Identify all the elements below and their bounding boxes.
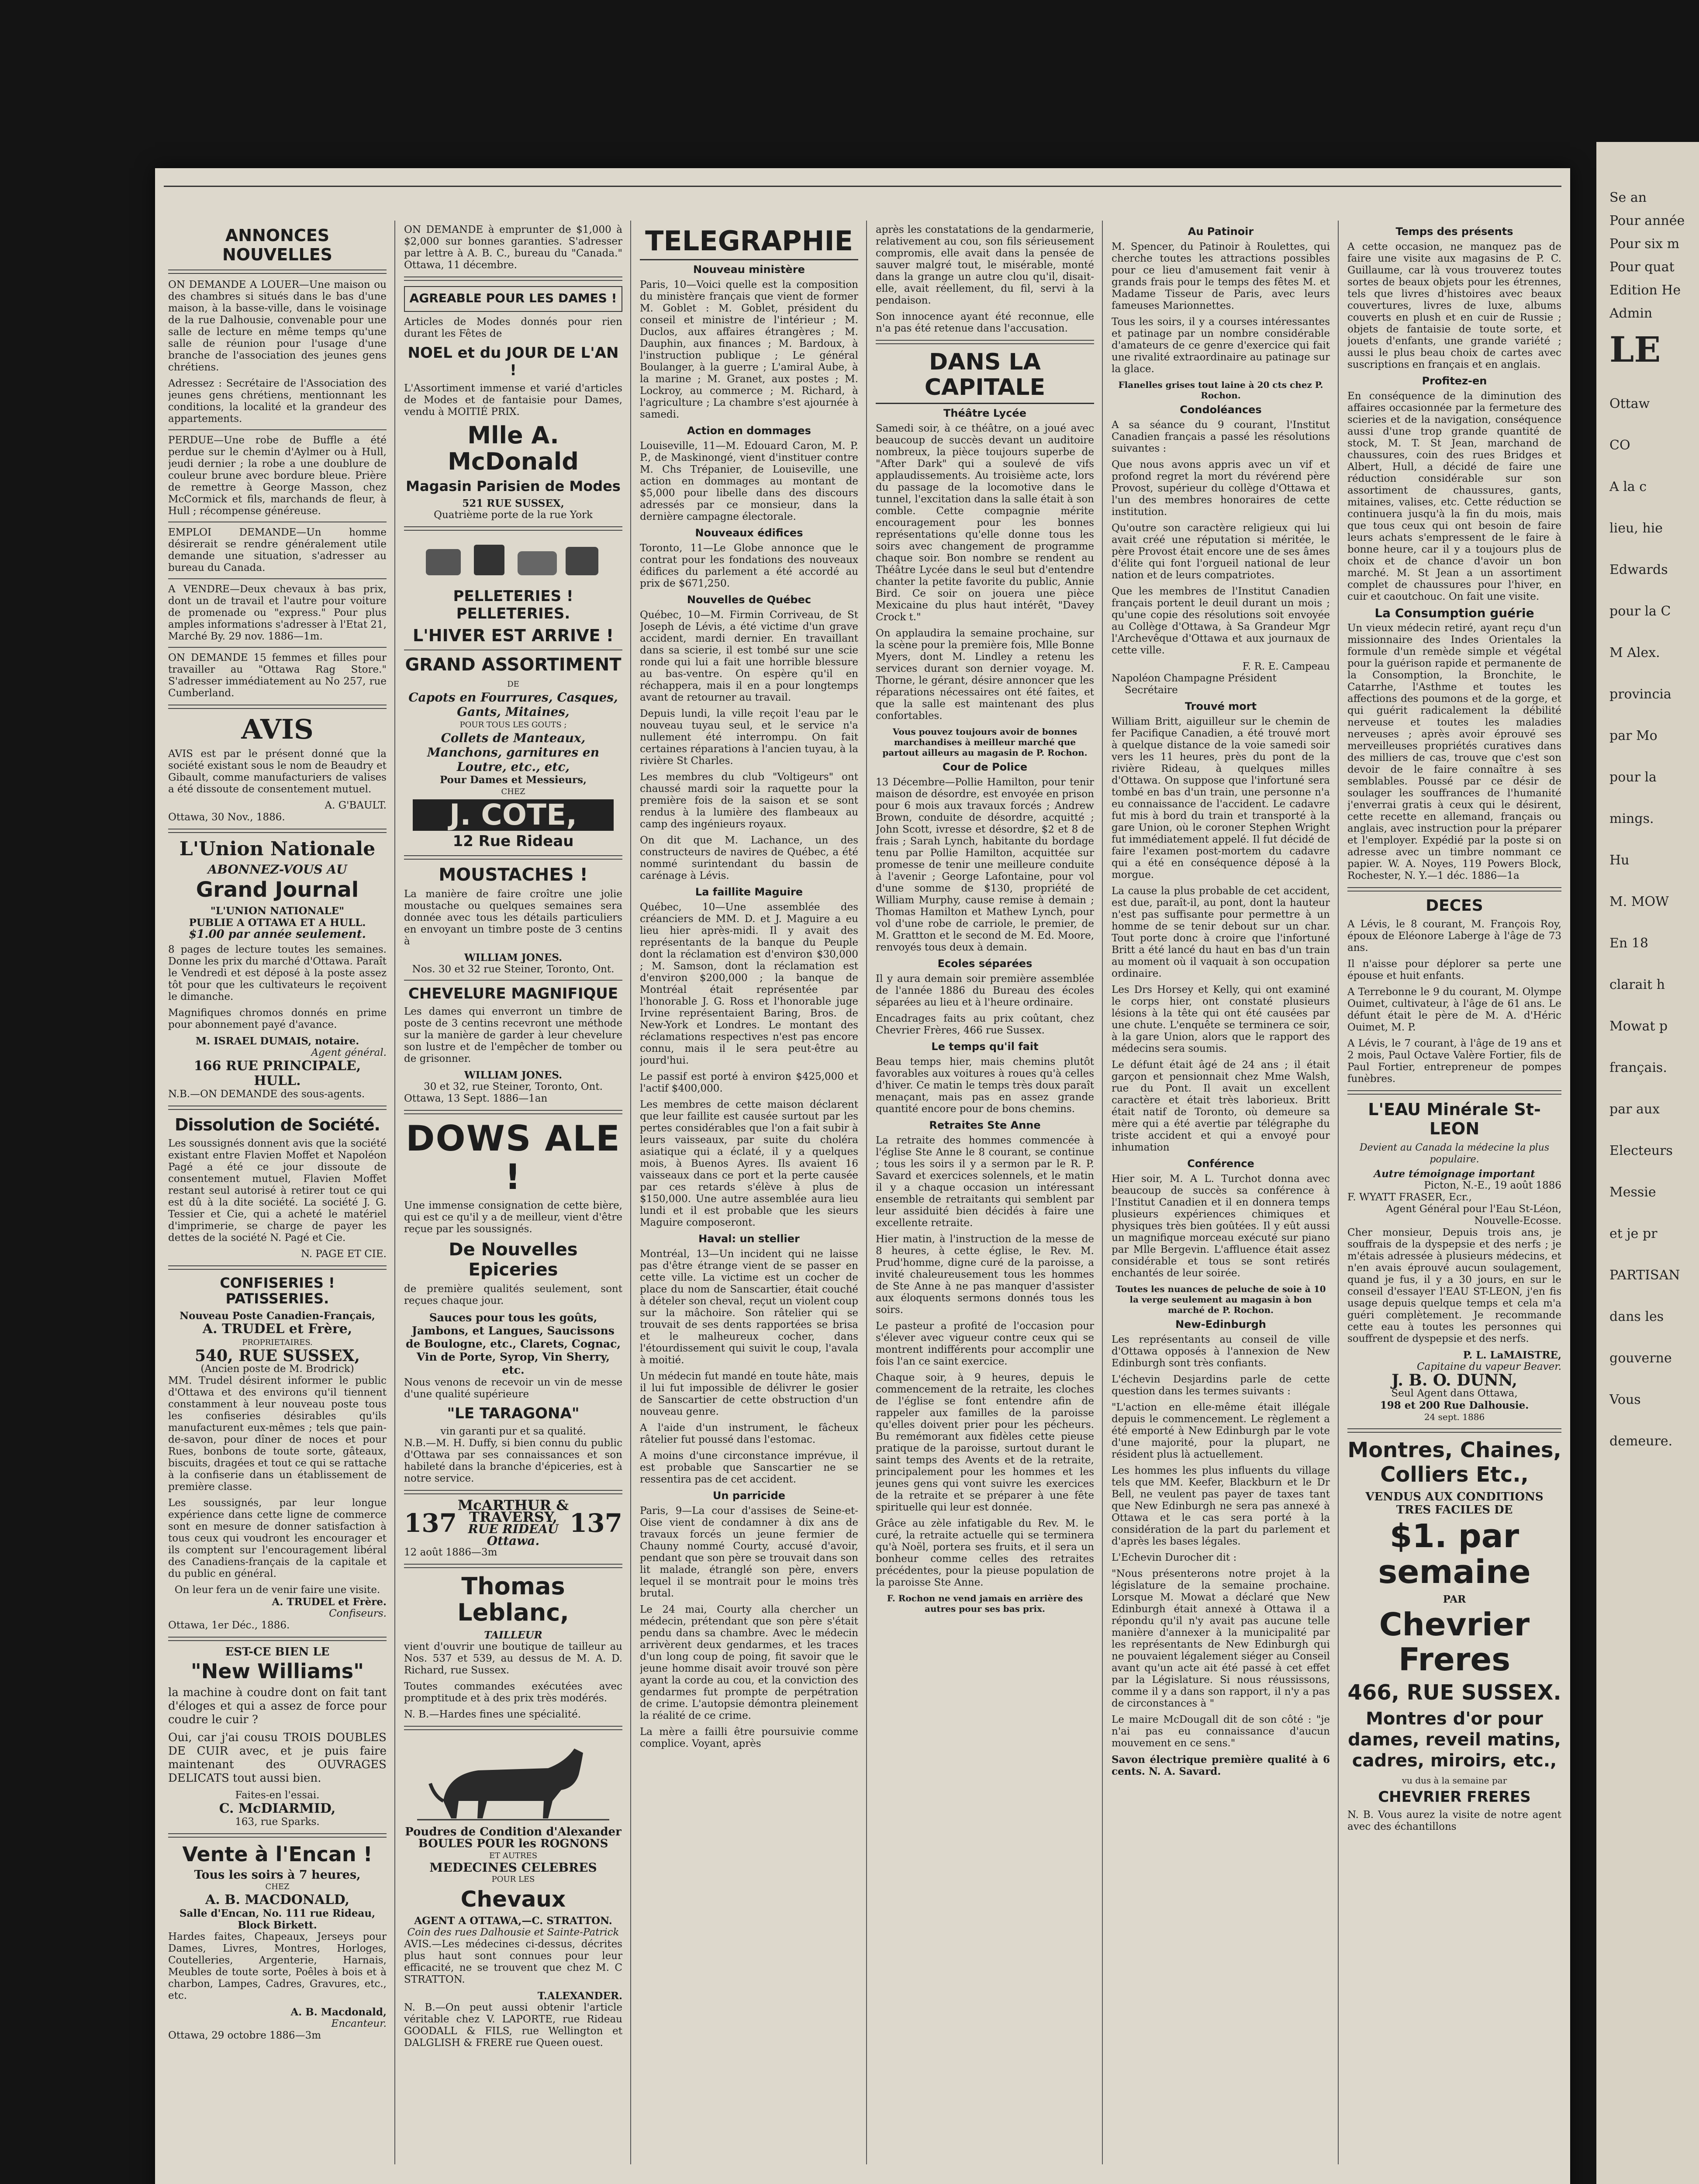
article: Chaque soir, à 9 heures, depuis le commencement de la retraite, les cloches de l'église se font entendre afin de rappeler aux familles de la paroisse qu'elles doivent prier pour les pécheurs. Bu remémorant aux fidèles cette pieuse pratique de la paroisse, surtout durant le saint temps des Avents et de la retraite, principalement pour les hommes et les jeunes gens qui vont suivre les exercices de la retraite et se préparer à une fête spirituelle qui leur est donnée. [876,1372,1094,1513]
confiseries-date: Ottawa, 1er Déc., 1886. [168,1620,290,1631]
leon-sub: Devient au Canada la médecine la plus populaire. [1359,1142,1550,1165]
section-heading: Retraites Ste Anne [929,1119,1041,1131]
leon-text: Cher monsieur, Depuis trois ans, je souffrais de la dyspepsie et des nerfs ; je m'étais adressée à plusieurs médecins, et n'en avais éprouvé aucun soulagement, quand je fus, il y a 30 jours, en sur le conseil d'essayer l'EAU ST-LEON, j'en fis usage depuis quelque temps et cela m'a guéri complètement. Je recommande cette eau à toutes les personnes qui souffrent de dyspepsie et des nerfs. [1347,1227,1561,1344]
annonce: ON DEMANDE A LOUER—Une maison ou des chambres si situés dans le bas d'une maison, à la basse-ville, dans le voisinage de la rue Dalhousie, convenable pour une salle de lecture en même temps qu'une salle de réunion pour l'usage d'une branche de l'association des jeunes gens chrétiens. [168,279,387,373]
article: Le pasteur a profité de l'occasion pour s'élever avec vigueur contre ceux qui se montrent indifférents pour accomplir une fois l'an ce saint exercice. [876,1320,1094,1367]
adjacent-fragment: CO [1609,438,1630,453]
emprunt-ad: ON DEMANDE à emprunter de $1,000 à $2,000 sur bonnes garanties. S'adresser par lettre à A. B. C., bureau du "Canada." Ottawa, 11 décembre. [404,224,622,271]
dunn-date: 24 sept. 1886 [1424,1412,1485,1422]
encan-address: Salle d'Encan, No. 111 rue Rideau, Block Birkett. [179,1908,376,1931]
confiseries-owner: A. TRUDEL et Frère, [202,1321,352,1337]
dames-ad [404,286,622,312]
column-1 [168,224,387,2169]
leon-to: F. WYATT FRASER, Ecr., [1347,1192,1472,1203]
article: Les Drs Horsey et Kelly, qui ont examiné le corps hier, ont constaté plusieurs lésions à la tête qui ont été causées par une chute. L'enquête se terminera ce soir, à la gare Union, alors que le rapport des médecins sera soumis. [1112,984,1330,1054]
moustaches-title: MOUSTACHES ! [439,865,588,885]
grand-assortiment: GRAND ASSORTIMENT [405,655,622,675]
encan-sign: A. B. Macdonald, [290,2006,387,2018]
adjacent-fragment: Vous [1609,1392,1641,1407]
article: La mère a failli être poursuivie comme complice. Voyant, après [640,1726,858,1749]
leon-title: L'EAU Minérale St-LEON [1368,1100,1541,1138]
section-heading: Ecoles séparées [937,957,1033,970]
chevrier-nb: N. B. Vous aurez la visite de notre agent avec des échantillons [1347,1809,1561,1832]
article: Le passif est porté à environ $425,000 et l'actif $400,000. [640,1071,858,1094]
dunn-address: 198 et 200 Rue Dalhousie. [1380,1400,1529,1411]
avis-date: Ottawa, 30 Nov., 1886. [168,812,285,823]
mcdonald-place: Quatrième porte de la rue York [434,509,593,521]
alexander-med: MEDECINES CELEBRES [429,1860,597,1875]
article: On applaudira la semaine prochaine, sur la scène pour la première fois, Mlle Bonne Myers, dont M. Lindley a retenu les services durant son dernier voyage. M. Thorne, le gérant, désire annoncer que les réparations nécessaires ont été faites, et que la salle est maintenant des plus confortables. [876,628,1094,722]
adjacent-fragment: M Alex. [1609,645,1660,660]
confiseries-former: (Ancien poste de M. Brodrick) [200,1363,354,1375]
article: "Nous présenterons notre projet à la législature de la semaine prochaine. Lorsque M. Mowat a déclaré que New Edinburgh était annexé à Ottawa il a répondu qu'il n'y avait pas aucune telle manière d'annexer à la municipalité par les représentants de New Edinburgh qui ne pouvaient légalement siéger au Conseil avant qu'un acte ait été passé à cet effet par la Législature. Si nous réussissons, comme il y a dans son rapport, il n'y a pas de circonstances à " [1112,1568,1330,1709]
union-address: 166 RUE PRINCIPALE, [193,1058,361,1074]
taragona-intro: Nous venons de recevoir un vin de messe d'une qualité supérieure [404,1377,622,1400]
adjacent-fragment: Pour quat [1609,259,1675,275]
williams-text: la machine à coudre dont on fait tant d'éloges et qui a assez de force pour coudre le cuir ? [168,1686,387,1726]
article: Les hommes les plus influents du village tels que MM. Keefer, Blackburn et le Dr Bell, ne veulent pas payer de taxes tant que New Edinburgh ne sera pas annexé à Ottawa et le cas sera porté à la considération de la part du parlement et d'après les bases légales. [1112,1465,1330,1547]
encan-title: Vente à l'Encan ! [182,1842,373,1866]
williams-name: "New Williams" [190,1659,364,1683]
column-5 [1112,224,1330,2169]
dows-title: DOWS ALE ! [406,1118,621,1197]
article: L'échevin Desjardins parle de cette question dans les termes suivants : [1112,1374,1330,1397]
mcarthur-num-2: 137 [569,1508,622,1538]
article: Louiseville, 11—M. Edouard Caron, M. P. P., de Maskinongé, vient d'instituer contre M. Chs Trépanier, de Louiseville, une action en dommages au montant de $5,000 pour libelle dans des discours adressés par ce monsieur, dans la dernière campagne électorale. [640,440,858,522]
article: après les constatations de la gendarmerie, relativement au cou, son fils sérieusement compromis, elle avait dans la pensée de sauver malgré tout, le misérable, monté dans la grange un autre clou qu'il, disait-elle, avait réellement, du fil, servi à la pendaison. [876,224,1094,306]
newspaper-page [155,168,1570,2184]
article: A cette occasion, ne manquez pas de faire une visite aux magasins de P. C. Guillaume, car là vous trouverez toutes sortes de beaux objets pour les étrennes, tels que livres d'histoires avec beaux couvertures, livres de luxe, albums couverts en plush et en cuir de Russie ; objets de fantaisie de toute sorte, et jouets d'enfants, une grande variété ; aussi le plus beau choix de cartes avec suscriptions en français et en anglais. [1347,241,1561,370]
montres-title: Montres, Chaines, Colliers Etc., [1347,1438,1561,1487]
column-6 [1347,224,1561,2169]
dames-text2: L'Assortiment immense et varié d'articles de Modes et de fantaisie pour Dames, vendu à MOITIÉ PRIX. [404,383,622,418]
hiver: L'HIVER EST ARRIVE ! [412,626,614,645]
capots-sub: POUR TOUS LES GOUTS ; [459,720,567,729]
article: Montréal, 13—Un incident qui ne laisse pas d'être étrange vient de se passer en cette ville. La victime est un cocher de place du nom de Sanscartier, était couché à dételer son cheval, reçut un violent coup sur la mâchoire. Son râtelier qui se trouvait de ses dents rapportées se brisa et le malheureux cocher, dans l'étourdissement qui suivit le coup, l'avala à moitié. [640,1248,858,1366]
adjacent-fragment: Edwards [1609,562,1668,577]
union-chromos: Magnifiques chromos donnés en prime pour abonnement payé d'avance. [168,1007,387,1030]
moustaches-name: WILLIAM JONES. [464,952,563,964]
epiceries-title: De Nouvelles Epiceries [449,1240,578,1280]
adjacent-fragment: par aux [1609,1102,1660,1117]
pelleteries: PELLETERIES ! PELLETERIES. [453,587,573,622]
telegraphie-title: TELEGRAPHIE [640,226,858,260]
dames-fetes: NOEL et du JOUR DE L'AN ! [407,344,619,379]
taragona-text: vin garanti pur et sa qualité. [440,1426,586,1437]
article: Les membres du club "Voltigeurs" ont chaussé mardi soir la raquette pour la première fois de la saison et se sont rendus à la lumière des flambeaux au camp des ingénieurs royaux. [640,771,858,830]
column-separator [630,221,631,2164]
alexander-sub: BOULES POUR les ROGNONS [418,1837,608,1850]
williams-title: EST-CE BIEN LE [225,1645,330,1659]
adjacent-fragment: En 18 [1609,936,1648,951]
mcarthur-name: McARTHUR & TRAVERSY, [457,1497,569,1525]
column-separator [1338,221,1339,2164]
rochon-ad: Toutes les nuances de peluche de soie à 10 la verge seulement au magasin à bon marché de P. Rochon. [1115,1284,1326,1315]
chevelure-text: Les dames qui enverront un timbre de poste de 3 centins recevront une méthode sur la manière de garder à leur chevelure son lustre et de l'empêcher de tomber ou de grisonner. [404,1006,622,1064]
encan-chez: CHEZ [265,1882,290,1891]
article: Depuis lundi, la ville reçoit l'eau par le nouveau tuyau seul, et le service n'a nullement été interrompu. On fait certaines réparations à l'ancien tuyau, à la rivière St Charles. [640,708,858,767]
williams-sign: C. McDIARMID, [219,1801,336,1816]
section-heading: Action en dommages [687,425,811,437]
dames-text: Articles de Modes donnés pour rien durant les Fêtes de [404,316,622,339]
mcarthur-address: RUE RIDEAU [468,1522,559,1536]
article: Samedi soir, à ce théâtre, on a joué avec beaucoup de succès devant un auditoire nombreux, la pièce toujours superbe de "After Dark" qui a soulevé de vifs applaudissements. Au troisième acte, lors du passage de la locomotive dans le tunnel, l'excitation dans la salle était à son comble. Cette compagnie mérite encouragement pour les bonnes représentations qu'elle donne tous les soirs avec changement de programme chaque soir. Bon nombre se rendent au Théâtre Lycée dans le seul but d'entendre chanter la petite favorite du public, Annie Bird. Ce soir on jouera une pièce Mexicaine du plus haut intérêt, "Davey Crock t." [876,423,1094,623]
article: Paris, 9—La cour d'assises de Seine-et-Oise vient de condamner à dix ans de travaux forcés un jeune fermier de Chauny nommé Courty, accusé d'avoir, pendant que son père se trouvait dans son lit malade, étranglé son père, envers lequel il se montrait pour le moins très brutal. [640,1505,858,1599]
union-nb: N.B.—ON DEMANDE des sous-agents. [168,1089,365,1100]
adjacent-fragment: lieu, hie [1609,521,1663,536]
adjacent-fragment: M. MOW [1609,894,1669,909]
column-3 [640,224,858,2169]
horse-illustration [417,1735,609,1823]
confiseries-invite: On leur fera un de venir faire une visite. [174,1584,380,1596]
adjacent-fragment: Messie [1609,1185,1656,1200]
article: Le défunt était âgé de 24 ans ; il était garçon et pensionnait chez Mme Walsh, rue du Pont. Il avait un excellent caractère et était très laborieux. Britt était natif de Toronto, où demeure sa mère qui a été avertie par télégraphe du triste accident et qui a envoyé pour inhumation [1112,1059,1330,1153]
article: Que les membres de l'Institut Canadien français portent le deuil durant un mois ; qu'une copie des résolutions soit envoyée au Collège d'Ottawa, à Sa Grandeur Mgr l'Archevêque d'Ottawa et aux journaux de cette ville. [1112,586,1330,656]
duffy-text: N.B.—M. H. Duffy, si bien connu du public d'Ottawa par ses connaissances et son habileté dans la branche d'épiceries, est à notre service. [404,1438,622,1484]
annonce: PERDUE—Une robe de Buffle a été perdue sur le chemin d'Aylmer ou à Hull, jeudi dernier ; la robe a une doublure de couleur brune avec bordure bleue. Prière de remettre à George Masson, chez McCormick et fils, marchands de fleur, à Hull ; récompense généreuse. [168,435,387,517]
article: La cause la plus probable de cet accident, est due, paraît-il, au pont, dont la hauteur n'est pas suffisante pour permettre à un homme de se tenir debout sur un char. Tout porte donc à croire que l'infortuné Britt a été lancé du haut en bas d'un train au moment où il vaquait à son occupation ordinaire. [1112,885,1330,979]
article: Qu'outre son caractère religieux qui lui avait créé une réputation si méritée, le père Provost était encore une de ses âmes d'élite qui font l'orgueil national de leur nation et de leurs compatriotes. [1112,522,1330,581]
williams-try: Faites-en l'essai. [235,1790,320,1801]
chevrier-vendu: vu dus à la semaine par [1402,1775,1507,1786]
column-2 [404,224,622,2169]
section-heading: Théâtre Lycée [943,407,1026,419]
dissolution-text: Les soussignés donnent avis que la société existant entre Flavien Moffet et Napoléon Pagé a été ce jour dissoute de consentement mutuel, Flavien Moffet restant seul autorisé à retirer tout ce qui est dû à la dite société. La société J. G. Tessier et Cie, qui a acheté le matériel d'imprimerie, se charge de payer les dettes de la société N. Pagé et Cie. [168,1138,387,1244]
adjacent-page-fragment [1596,142,1699,2184]
article: Paris, 10—Voici quelle est la composition du ministère français que vient de former M. Goblet : M. Goblet, président du conseil et ministre de l'intérieur ; M. Duclos, aux affaires étrangères ; M. Dauphin, aux finances ; M. Bardoux, à l'instruction publique ; Le général Boulanger, à la guerre ; L'amiral Aube, à la marine ; M. Granet, aux postes ; M. Lockroy, au commerce ; M. Richard, à l'agriculture ; La chambre s'est ajournée à samedi. [640,279,858,420]
union-agent: M. ISRAEL DUMAIS, notaire. [195,1035,359,1047]
alexander-corner: Coin des rues Dalhousie et Sainte-Patrick [407,1927,619,1938]
section-heading: Haval: un stellier [698,1233,800,1245]
confiseries-role: PROPRIETAIRES. [242,1338,313,1347]
section-heading: Le temps qu'il fait [931,1040,1039,1053]
section-heading: Au Patinoir [1188,225,1254,238]
mcdonald-address: 521 RUE SUSSEX, [462,498,564,509]
epiceries-text: de première qualités seulement, sont reçues chaque jour. [404,1283,622,1306]
chevelure-address: 30 et 32, rue Steiner, Toronto, Ont. [424,1081,603,1092]
adjacent-fragment: et je pr [1609,1226,1658,1241]
mcarthur-ad [404,1497,622,1548]
section-heading: Temps des présents [1395,225,1513,238]
adjacent-text-list [1596,142,1699,1449]
leblanc-text2: Toutes commandes exécutées avec promptitude et à des prix très modérés. [404,1681,622,1704]
leblanc-nb: N. B.—Hardes fines une spécialité. [404,1709,581,1720]
rochon-ad: F. Rochon ne vend jamais en arrière des autres pour ses bas prix. [887,1593,1083,1614]
union-title: L'Union Nationale [179,838,376,860]
dows-text: Une immense consignation de cette bière, qui est ce qu'il y a de meilleur, vient d'être reçue par les soussignés. [404,1200,622,1235]
adjacent-fragment: mings. [1609,811,1654,826]
article: Québec, 10—M. Firmin Corriveau, de St Joseph de Lévis, a été victime d'un grave accident, mardi dernier. En travaillant dans sa scierie, il est tombé sur une scie ronde qui lui a fait une horrible blessure au bas-ventre. On espère qu'il en réchappera, mais il en a pour longtemps avant de retourner au travail. [640,609,858,703]
leon-to2: Agent Général pour l'Eau St-Léon, Nouvelle-Ecosse. [1386,1203,1561,1227]
section-heading: Nouvelles de Québec [687,594,812,606]
leblanc-text: vient d'ouvrir une boutique de tailleur au Nos. 537 et 539, au dessus de M. A. D. Richard, rue Sussex. [404,1641,622,1676]
article: A l'aide d'un instrument, le fâcheux râtelier fut poussé dans l'estomac. [640,1422,858,1445]
confiseries-text: MM. Trudel désirent informer le public d'Ottawa et des environs qu'il tiennent constamment à leur nouveau poste tous les confiseries désirables qu'ils manufacturent eux-mêmes ; tels que pain-de-savon, pour dîner de noces et pour Rues, bonbons de toute sorte, gâteaux, biscuits, dragées et tout ce qui se rattache à la confiserie dans un établissement de première classe. [168,1375,387,1493]
adjacent-fragment: clarait h [1609,977,1665,992]
article: Les représentants au conseil de ville d'Ottawa opposés à l'annexion de New Edinburgh sont très confiants. [1112,1334,1330,1369]
chevelure-title: CHEVELURE MAGNIFIQUE [408,985,618,1002]
section-heading: Profitez-en [1422,375,1487,387]
chevrier-text: Montres d'or pour dames, reveil matins, cadres, miroirs, etc., [1348,1709,1561,1771]
dames-title: AGREABLE POUR LES DAMES ! [409,291,617,305]
column-separator [1102,221,1103,2164]
section-heading: Conférence [1187,1158,1254,1170]
chevelure-name: WILLIAM JONES. [464,1069,563,1081]
adjacent-fragment: par Mo [1609,728,1658,743]
column-separator [394,221,395,2164]
section-heading: New-Edinburgh [1175,1318,1266,1330]
article: L'Echevin Durocher dit : [1112,1552,1237,1563]
chevrier-address: 466, RUE SUSSEX. [1347,1680,1561,1705]
mcarthur-date: 12 août 1886—3m [404,1547,497,1558]
article: On dit que M. Lachance, un des constructeurs de navires de Québec, a été nommé surintendant du bassin de carénage à Lévis. [640,835,858,881]
article: M. Spencer, du Patinoir à Roulettes, qui cherche toutes les attractions possibles pour ce lieu d'amusement fait venir à grands frais pour le temps des fêtes M. et Madame Tisseur de Paris, avec leurs fameuses Marionnettes. [1112,241,1330,311]
mcdonald-name: Mlle A. McDonald [448,422,579,475]
article: 13 Décembre—Pollie Hamilton, pour tenir maison de désordre, est envoyée en prison pour 6 mois aux travaux forcés ; Andrew Brown, conduite de désordre, acquitté ; John Scott, ivresse et désordre, $2 et 8 de frais ; Sarah Lynch, habitante du bordage tenu par Pollie Hamilton, acquittée sur promesse de tenir une meilleure conduite à l'avenir ; George Lafontaine, pour vol d'une somme de $130, propriété de William Murphy, cause remise à demain ; Thomas Hamilton et Mathew Lynch, pour vol d'une robe de carriole, le premier, de M. Grattton et le second de M. Ed. Moore, renvoyés tous deux à demain. [876,777,1094,953]
williams-text2: Oui, car j'ai cousu TROIS DOUBLES DE CUIR avec, et je puis faire maintenant des OUVRAGES DELICATS tout aussi bien. [168,1731,387,1785]
adjacent-fragment: LE [1609,329,1661,370]
williams-address: 163, rue Sparks. [235,1816,320,1828]
adjacent-fragment: Edition He [1609,283,1681,298]
article: Le 24 mai, Courty alla chercher un médecin, prétendant que son père s'était pendu dans sa chambre. Avec le médecin arrivèrent deux gendarmes, et les traces d'un long coup de poing, fit savoir que le jeune homme disait avoir trouvé son père ayant la corde au cou, et la conviction des gendarmes fut prompte de perpétration de crime. L'autopsie démontra pleinement la réalité de ce crime. [640,1604,858,1721]
grand-de: DE [507,680,519,689]
fur-hats-illustration [421,536,605,584]
adjacent-fragment: dans les [1609,1309,1664,1324]
dunn-name: J. B. O. DUNN, [1392,1371,1517,1389]
article: A sa séance du 9 courant, l'Institut Canadien français a passé les résolutions suivantes : [1112,419,1330,454]
union-journal: Grand Journal [196,878,359,902]
adjacent-fragment: gouverne [1609,1351,1672,1366]
adjacent-fragment: Ottaw [1609,396,1650,411]
alexander-autres: ET AUTRES [489,1851,538,1860]
adjacent-fragment: Pour six m [1609,236,1680,252]
encan-text: Hardes faites, Chapeaux, Jerseys pour Dames, Livres, Montres, Horloges, Coutelleries, Argenterie, Harnais, Meubles de toute sorte, Poêles à bois et à charbon, Lampes, Cadres, Gravures, etc., etc. [168,1931,387,2001]
leon-temoignage: Autre témoignage important [1374,1168,1535,1180]
article: "L'action en elle-même était illégale depuis le commencement. Le règlement a été emporté à New Edinburgh par le vote d'une majorité, pour la plupart, ne résident plus là actuellement. [1112,1402,1330,1460]
mcdonald-sub: Magasin Parisien de Modes [406,478,621,494]
alexander-sign: T.ALEXANDER. [537,1990,622,2002]
chevelure-date: Ottawa, 13 Sept. 1886—1an [404,1093,548,1104]
union-publie: PUBLIE A OTTAWA ET A HULL. [189,917,366,929]
confiseries-role2: Confiseurs. [329,1608,387,1619]
deces-item: Il n'aisse pour déplorer sa perte une épouse et huit enfants. [1347,958,1561,981]
article: Toronto, 11—Le Globe annonce que le contrat pour les fondations des nouveaux édifices du parlement a été accordé au prix de $671,250. [640,543,858,589]
adjacent-fragment: français. [1609,1060,1667,1075]
section-heading: Un parricide [712,1489,786,1502]
adjacent-fragment: A la c [1609,479,1647,494]
confiseries-address: 540, RUE SUSSEX, [195,1347,360,1365]
adjacent-fragment: Admin [1609,306,1653,321]
annonces-header: ANNONCES NOUVELLES [222,226,333,264]
article: Que nous avons appris avec un vif et profond regret la mort du révérend père Provost, supérieur du collège d'Ottawa et l'un des membres honoraires de cette institution. [1112,459,1330,518]
confiseries-title: CONFISERIES ! PATISSERIES. [220,1275,335,1307]
leon-place: Picton, N.-E., 19 août 1886 [1424,1180,1561,1191]
taragona: "LE TARAGONA" [447,1405,580,1422]
signature: F. R. E. Campeau [1242,661,1330,672]
section-heading: Condoléances [1180,404,1262,416]
column-separator [866,221,867,2164]
alexander-pour: POUR LES [491,1875,535,1884]
dames-messieurs: Pour Dames et Messieurs, [439,774,587,786]
encan-role: Encanteur. [331,2018,387,2029]
union-name: "L'UNION NATIONALE" [210,905,345,917]
adjacent-fragment: Hu [1609,853,1630,868]
confiseries-sub: Nouveau Poste Canadien-Français, [180,1310,375,1322]
article: Québec, 10—Une assemblée des créanciers de MM. D. et J. Maguire a eu lieu hier après-midi. Il y avait des représentants de la banque du Peuple dont la réclamation est d'environ $30,000 ; M. Samson, dont la réclamation est d'environ $200,000 ; la banque de Montréal était représentée par l'honorable J. G. Ross et l'honorable juge Irvine représentaient Baring, Bros. de New-York et Londres. Le montant des réclamations respectives n'est pas encore connu, mais il le sera peut-être au jourd'hui. [640,902,858,1066]
annonce: EMPLOI DEMANDE—Un homme désirerait se rendre généralement utile demande une situation, s'adresser au bureau du Canada. [168,527,387,574]
rochon-ad: Flanelles grises tout laine à 20 cts chez P. Rochon. [1118,380,1323,401]
savard-ad: Savon électrique première qualité à 6 cents. N. A. Savard. [1112,1754,1330,1777]
section-heading: Cour de Police [942,761,1028,773]
confiseries-sign: A. TRUDEL et Frère. [272,1596,387,1608]
article: Hier matin, à l'instruction de la messe de 8 heures, à cette église, le Rev. M. Prud'homme, digne curé de la paroisse, a invité chaleureusement tous les hommes de Ste Anne à ne pas manquer d'assister aux éloquents sermons donnés tous les soirs. [876,1234,1094,1316]
confiseries-text2: Les soussignés, par leur longue expérience dans cette ligne de commerce sont en mesure de donner satisfaction à tous ceux qui voudront les encourager et ils comptent sur l'encouragement libéral des Canadiens-français de la capitale et du public en général. [168,1497,387,1579]
adjacent-fragment: Pour année [1609,213,1685,228]
article: Encadrages faits au prix coûtant, chez Chevrier Frères, 466 rue Sussex. [876,1013,1094,1036]
adjacent-fragment: Se an [1609,190,1647,205]
signature-role: Secrétaire [1125,684,1178,696]
annonce: ON DEMANDE 15 femmes et filles pour travailler au "Ottawa Rag Store." S'adresser immédiatement au No 257, rue Cumberland. [168,652,387,699]
encan-name: A. B. MACDONALD, [205,1892,350,1908]
avis-sign: A. G'BAULT. [325,800,387,811]
section-heading: La faillite Maguire [695,886,803,898]
leon-sign: P. L. LaMAISTRE, [1463,1349,1561,1361]
alexander-chevaux: Chevaux [460,1887,566,1912]
deces-item: A Lévis, le 8 courant, M. François Roy, époux de Eléonore Laberge à l'âge de 73 ans. [1347,919,1561,954]
article: Un vieux médecin retiré, ayant reçu d'un missionnaire des Indes Orientales la formule d'un remède simple et végétal pour la guérison rapide et permanente de la Consomption, la Bronchite, le Catarrhe, l'Asthme et toutes les affections des poumons et de la gorge, et qui guérit radicalement la débilité nerveuse et toutes les maladies nerveuses ; après avoir éprouvé ses merveilleuses propriétés curatives dans des milliers de cas, trouve que c'est son devoir de le faire connaître à ses semblables. Poussé par ce désir de soulager les souffrances de l'humanité j'enverrai gratis à ceux qui le désirent, cette recette en allemand, français ou anglais, avec instruction pour la préparer et l'employer. Expédié par la poste si on adresse avec un timbre nommant ce papier. W. A. Noyes, 119 Powers Block, Rochester, N. Y.—1 déc. 1886—1a [1347,622,1561,881]
dunn-sub: Seul Agent dans Ottawa, [1391,1388,1518,1399]
article: Le maire McDougall dit de son côté : "je n'ai pas eu connaissance d'aucun mouvement en ce sens." [1112,1714,1330,1749]
leon-role: Capitaine du vapeur Beaver. [1416,1361,1561,1372]
union-city: HULL. [254,1073,301,1089]
article: Tous les soirs, il y a courses intéressantes et patinage par un nombre considérable d'amateurs de ce genre d'exercice qui fait une rivalité extraordinaire au patinage sur la glace. [1112,316,1330,375]
mcarthur-city: Ottawa. [487,1534,540,1548]
article: Les membres de cette maison déclarent que leur faillite est causée surtout par les pertes considérables que l'on a fait subir à leurs vaisseaux, par suite du choléra asiatique qui a éclaté, il y a quelques mois, à Buenos Ayres. Ils avaient 16 vaisseaux dans ce port et la perte causée par ces retards s'élève à plus de $150,000. Une autre assemblée aura lieu lundi et il est probable que les sieurs Maguire composeront. [640,1099,858,1228]
union-price: $1.00 par année seulement. [189,928,366,941]
deces-item: A Lévis, le 7 courant, à l'âge de 19 ans et 2 mois, Paul Octave Valère Fortier, fils de Paul Fortier, entrepreneur de pompes funèbres. [1347,1038,1561,1085]
alexander-text: AVIS.—Les médecines ci-dessus, décrites plus haut sont connues pour leur efficacité, ne se trouvent que chez M. C STRATTON. [404,1939,622,1985]
article: Son innocence ayant été reconnue, elle n'a pas été retenue dans l'accusation. [876,311,1094,334]
sauces: Sauces pour tous les goûts, Jambons, et Langues, Saucissons de Boulogne, etc., Clarets, Cognac, Vin de Porte, Syrop, Vin Sherry, etc. [405,1311,621,1376]
cote-address: 12 Rue Rideau [452,833,574,850]
chevrier-name: Chevrier Freres [1379,1606,1530,1678]
article: La retraite des hommes commencée à l'église Ste Anne le 8 courant, se continue ; tous les soirs il y a sermon par le R. P. Savard et exercices solennels, et le matin il y a chaque occasion un intéressant ensemble de retraitants qui semblent par leur assiduité bien décidés à faire une excellente retraite. [876,1135,1094,1229]
alexander-title: Poudres de Condition d'Alexander [405,1825,622,1838]
top-rule [164,186,1561,187]
encan-date: Ottawa, 29 octobre 1886—3m [168,2030,321,2041]
union-text: 8 pages de lecture toutes les semaines. Donne les prix du marché d'Ottawa. Paraît le Vendredi et est déposé à la poste assez tôt pour que les cultivateurs le reçoivent le dimanche. [168,944,387,1002]
deces-item: A Terrebonne le 9 du courant, M. Olympe Ouimet, cultivateur, à l'âge de 61 ans. Le défunt était le père de M. A. d'Héric Ouimet, M. P. [1347,986,1561,1033]
adjacent-fragment: pour la C [1609,604,1671,619]
section-heading: Trouvé mort [1184,700,1257,712]
montres-par: PAR [1443,1593,1466,1605]
alexander-nb: N. B.—On peut aussi obtenir l'article véritable chez V. LAPORTE, rue Rideau GOODALL & FILS, rue Wellington et DALGLISH & FRERE rue Queen ouest. [404,2002,622,2049]
capots: Capots en Fourrures, Casques, Gants, Mitaines, [408,690,618,719]
adjacent-fragment: demeure. [1609,1434,1673,1449]
deces-title: DECES [1426,897,1483,915]
montres-price: $1. par semaine [1378,1517,1531,1591]
article: William Britt, aiguilleur sur le chemin de fer Pacifique Canadien, a été trouvé mort à quelque distance de la voie samedi soir vers les 11 heures, près du pont de la rivière Rideau, à quelques milles d'Ottawa. On suppose que l'infortuné sera tombé en bas d'un train, une personne n'a eu connaissance de l'accident. Le cadavre fut mis à bord du train et transporté à la gare Union, où le coroner Stephen Wright fut immédiatement appelé. Il fut décidé de faire l'examen post-mortem du cadavre qui a été en conséquence déposé à la morgue. [1112,716,1330,881]
leblanc-name: Thomas Leblanc, [457,1572,569,1626]
section-heading: Nouveau ministère [693,263,805,276]
capitale-title: DANS LA CAPITALE [876,349,1094,404]
section-heading: Nouveaux édifices [695,527,803,539]
dissolution-title: Dissolution de Société. [175,1115,380,1134]
article: En conséquence de la diminution des affaires occasionnée par la fermeture des scieries et de la navigation, conséquence aussi d'une trop grande quantité de stock, M. T. St Jean, marchand de chaussures, coin des rues Bridges et Albert, Hull, a décidé de faire une réduction considérable sur son assortiment de chaussures, gants, mitaines, valises, etc. Cette réduction se continuera jusqu'à la fin du mois, mais que tous ceux qui ont besoin de faire leurs achats s'empressent de le faire à bonne heure, car il y a toujours plus de choix et de chance d'avoir un bon marché. M. St Jean a un assortiment complet de chaussures pour l'hiver, en cuir et caoutchouc. On fait une visite. [1347,390,1561,602]
annonce: Adressez : Secrétaire de l'Association des jeunes gens chrétiens, mentionnant les conditions, la localité et la grandeur des appartements. [168,378,387,425]
union-sub: ABONNEZ-VOUS AU [207,862,347,877]
collets: Collets de Manteaux, Manchons, garnitures en Loutre, etc., etc, [427,731,600,774]
annonce: A VENDRE—Deux chevaux à bas prix, dont un de travail et l'autre pour voiture de promenade ou "express." Pour plus amples informations s'adresser à l'Etat 21, Marché By. 29 nov. 1886—1m. [168,584,387,642]
alexander-agent: AGENT A OTTAWA,—C. STRATTON. [414,1915,612,1927]
adjacent-fragment: provincia [1609,687,1671,702]
article: Il y aura demain soir première assemblée de l'année 1886 du Bureau des écoles séparées au lieu et à l'heure ordinaire. [876,973,1094,1008]
signature: Napoléon Champagne Président [1112,673,1277,684]
avis-text: AVIS est par le présent donné que la société existant sous le nom de Beaudry et Gibault, comme manufacturiers de valises a été dissoute de consentement mutuel. [168,748,387,795]
article: Hier soir, M. A L. Turchot donna avec beaucoup de succès sa conférence à l'Institut Canadien et il en donnera temps plusieurs expériences chimiques et physiques très bien goûtées. Il y eût aussi un magnifique morceau exécuté sur piano par Mlle Bergevin. L'affluence était assez considérable et tous se sont retirés enchantés de leur soirée. [1112,1173,1330,1279]
column-4 [876,224,1094,2169]
cote-name: J. COTE, [413,799,614,831]
article: Un médecin fut mandé en toute hâte, mais il lui fut impossible de délivrer le gosier de Sanscartier de cette obstruction d'un nouveau genre. [640,1371,858,1417]
montres-sub: VENDUS AUX CONDITIONS TRES FACILES DE [1365,1490,1544,1517]
rochon-ad: Vous pouvez toujours avoir de bonnes marchandises à meilleur marché que partout ailleurs au magasin de P. Rochon. [882,726,1088,758]
adjacent-fragment: Mowat p [1609,1019,1668,1034]
adjacent-fragment: pour la [1609,770,1657,785]
leblanc-role: TAILLEUR [484,1629,542,1641]
section-heading: La Consumption guérie [1374,606,1534,620]
adjacent-fragment: Electeurs [1609,1143,1673,1158]
article: A moins d'une circonstance imprévue, il est probable que Sanscartier ne se ressentira pas de cet accident. [640,1450,858,1485]
avis-title: AVIS [241,713,314,745]
chevrier-name-2: CHEVRIER FRERES [1378,1788,1531,1806]
article: Grâce au zèle infatigable du Rev. M. le curé, la retraite actuelle qui se terminera qu'à Noël, portera ses fruits, et il sera un bonheur comme celles des retraites précédentes, pour la pieuse population de la paroisse Ste Anne. [876,1518,1094,1588]
union-agent-role: Agent général. [311,1047,387,1058]
encan-sub: Tous les soirs à 7 heures, [194,1868,361,1882]
adjacent-fragment: PARTISAN [1609,1268,1680,1283]
moustaches-address: Nos. 30 et 32 rue Steiner, Toronto, Ont. [412,964,615,975]
mcarthur-num: 137 [404,1508,457,1538]
chez-label: CHEZ [501,787,525,796]
moustaches-text: La manière de faire croître une jolie moustache ou quelques semaines sera donnée avec tous les détails particuliers en envoyant un timbre poste de 3 centins à [404,888,622,947]
dissolution-sign: N. PAGE ET CIE. [301,1248,387,1260]
article: Beau temps hier, mais chemins plutôt favorables aux voitures à roues qu'à celles d'hiver. Ce matin le temps très doux paraît menaçant, mais pas en assez grande quantité encore pour de bons chemins. [876,1056,1094,1115]
